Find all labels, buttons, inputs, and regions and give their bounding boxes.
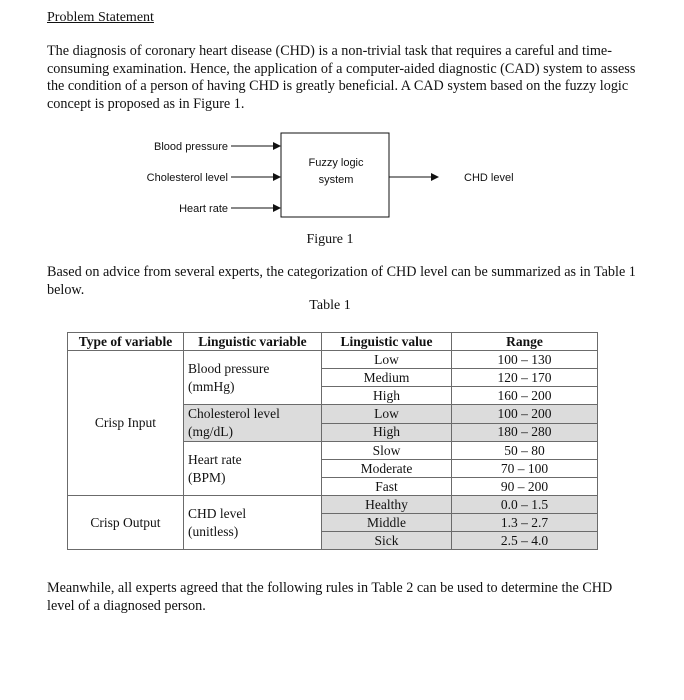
range-cell: 120 – 170 (452, 369, 598, 387)
range-cell: 70 – 100 (452, 460, 598, 478)
range-cell: 1.3 – 2.7 (452, 514, 598, 532)
value-cell: High (322, 387, 452, 405)
input-label-blood-pressure: Blood pressure (154, 141, 228, 153)
value-cell: Slow (322, 442, 452, 460)
var-chd-level-name: CHD level (188, 505, 247, 521)
chd-categorization-table (67, 332, 598, 550)
value-cell: Middle (322, 514, 452, 532)
table-caption: Table 1 (309, 298, 351, 313)
var-heart-rate (184, 442, 322, 496)
figure-caption: Figure 1 (306, 232, 354, 247)
var-heart-rate-name: Heart rate (188, 451, 242, 467)
var-cholesterol-unit: (mg/dL) (188, 424, 233, 439)
value-cell: Medium (322, 369, 452, 387)
range-cell: 160 – 200 (452, 387, 598, 405)
range-cell: 180 – 280 (452, 423, 598, 442)
value-cell: Low (322, 351, 452, 369)
input-label-cholesterol: Cholesterol level (146, 172, 228, 184)
var-cholesterol-name: Cholesterol level (188, 406, 280, 421)
input-label-heart-rate: Heart rate (179, 203, 228, 215)
header-linguistic-variable: Linguistic variable (184, 333, 322, 351)
var-chd-level-unit: (unitless) (188, 523, 239, 539)
header-range: Range (452, 333, 598, 351)
type-crisp-output: Crisp Output (68, 496, 184, 550)
range-cell: 2.5 – 4.0 (452, 532, 598, 550)
table-intro-paragraph: Based on advice from several experts, the categorization of CHD level can be summarized as in Table 1 below. (47, 264, 636, 298)
header-linguistic-value: Linguistic value (322, 333, 452, 351)
output-label-chd: CHD level (464, 172, 514, 184)
range-cell: 100 – 200 (452, 405, 598, 424)
box-label-line2: system (318, 174, 354, 186)
box-label-line1: Fuzzy logic (308, 157, 364, 169)
value-cell: Low (322, 405, 452, 424)
value-cell: High (322, 423, 452, 442)
table-row (68, 496, 598, 514)
value-cell: Moderate (322, 460, 452, 478)
header-type: Type of variable (68, 333, 184, 351)
range-cell: 100 – 130 (452, 351, 598, 369)
range-cell: 0.0 – 1.5 (452, 496, 598, 514)
table-row (68, 351, 598, 369)
table-header-row (68, 333, 598, 351)
value-cell: Sick (322, 532, 452, 550)
intro-paragraph: The diagnosis of coronary heart disease (CHD) is a non-trivial task that requires a careful and time-consuming examination. Hence, the application of a computer-aided diagnostic (CAD) system to assess the condition of a person of having CHD is greatly beneficial. A CAD system based on the fuzzy logic concept is proposed as in Figure 1. (47, 43, 636, 112)
var-blood-pressure-name: Blood pressure (188, 360, 270, 376)
value-cell: Healthy (322, 496, 452, 514)
var-chd-level (184, 496, 322, 550)
range-cell: 50 – 80 (452, 442, 598, 460)
value-cell: Fast (322, 478, 452, 496)
type-crisp-input: Crisp Input (68, 351, 184, 496)
section-heading: Problem Statement (47, 10, 154, 25)
var-blood-pressure (184, 351, 322, 405)
var-cholesterol (184, 405, 322, 442)
var-blood-pressure-unit: (mmHg) (188, 378, 235, 394)
rules-paragraph: Meanwhile, all experts agreed that the following rules in Table 2 can be used to determine the CHD level of a diagnosed person. (47, 580, 613, 614)
var-heart-rate-unit: (BPM) (188, 469, 226, 485)
range-cell: 90 – 200 (452, 478, 598, 496)
